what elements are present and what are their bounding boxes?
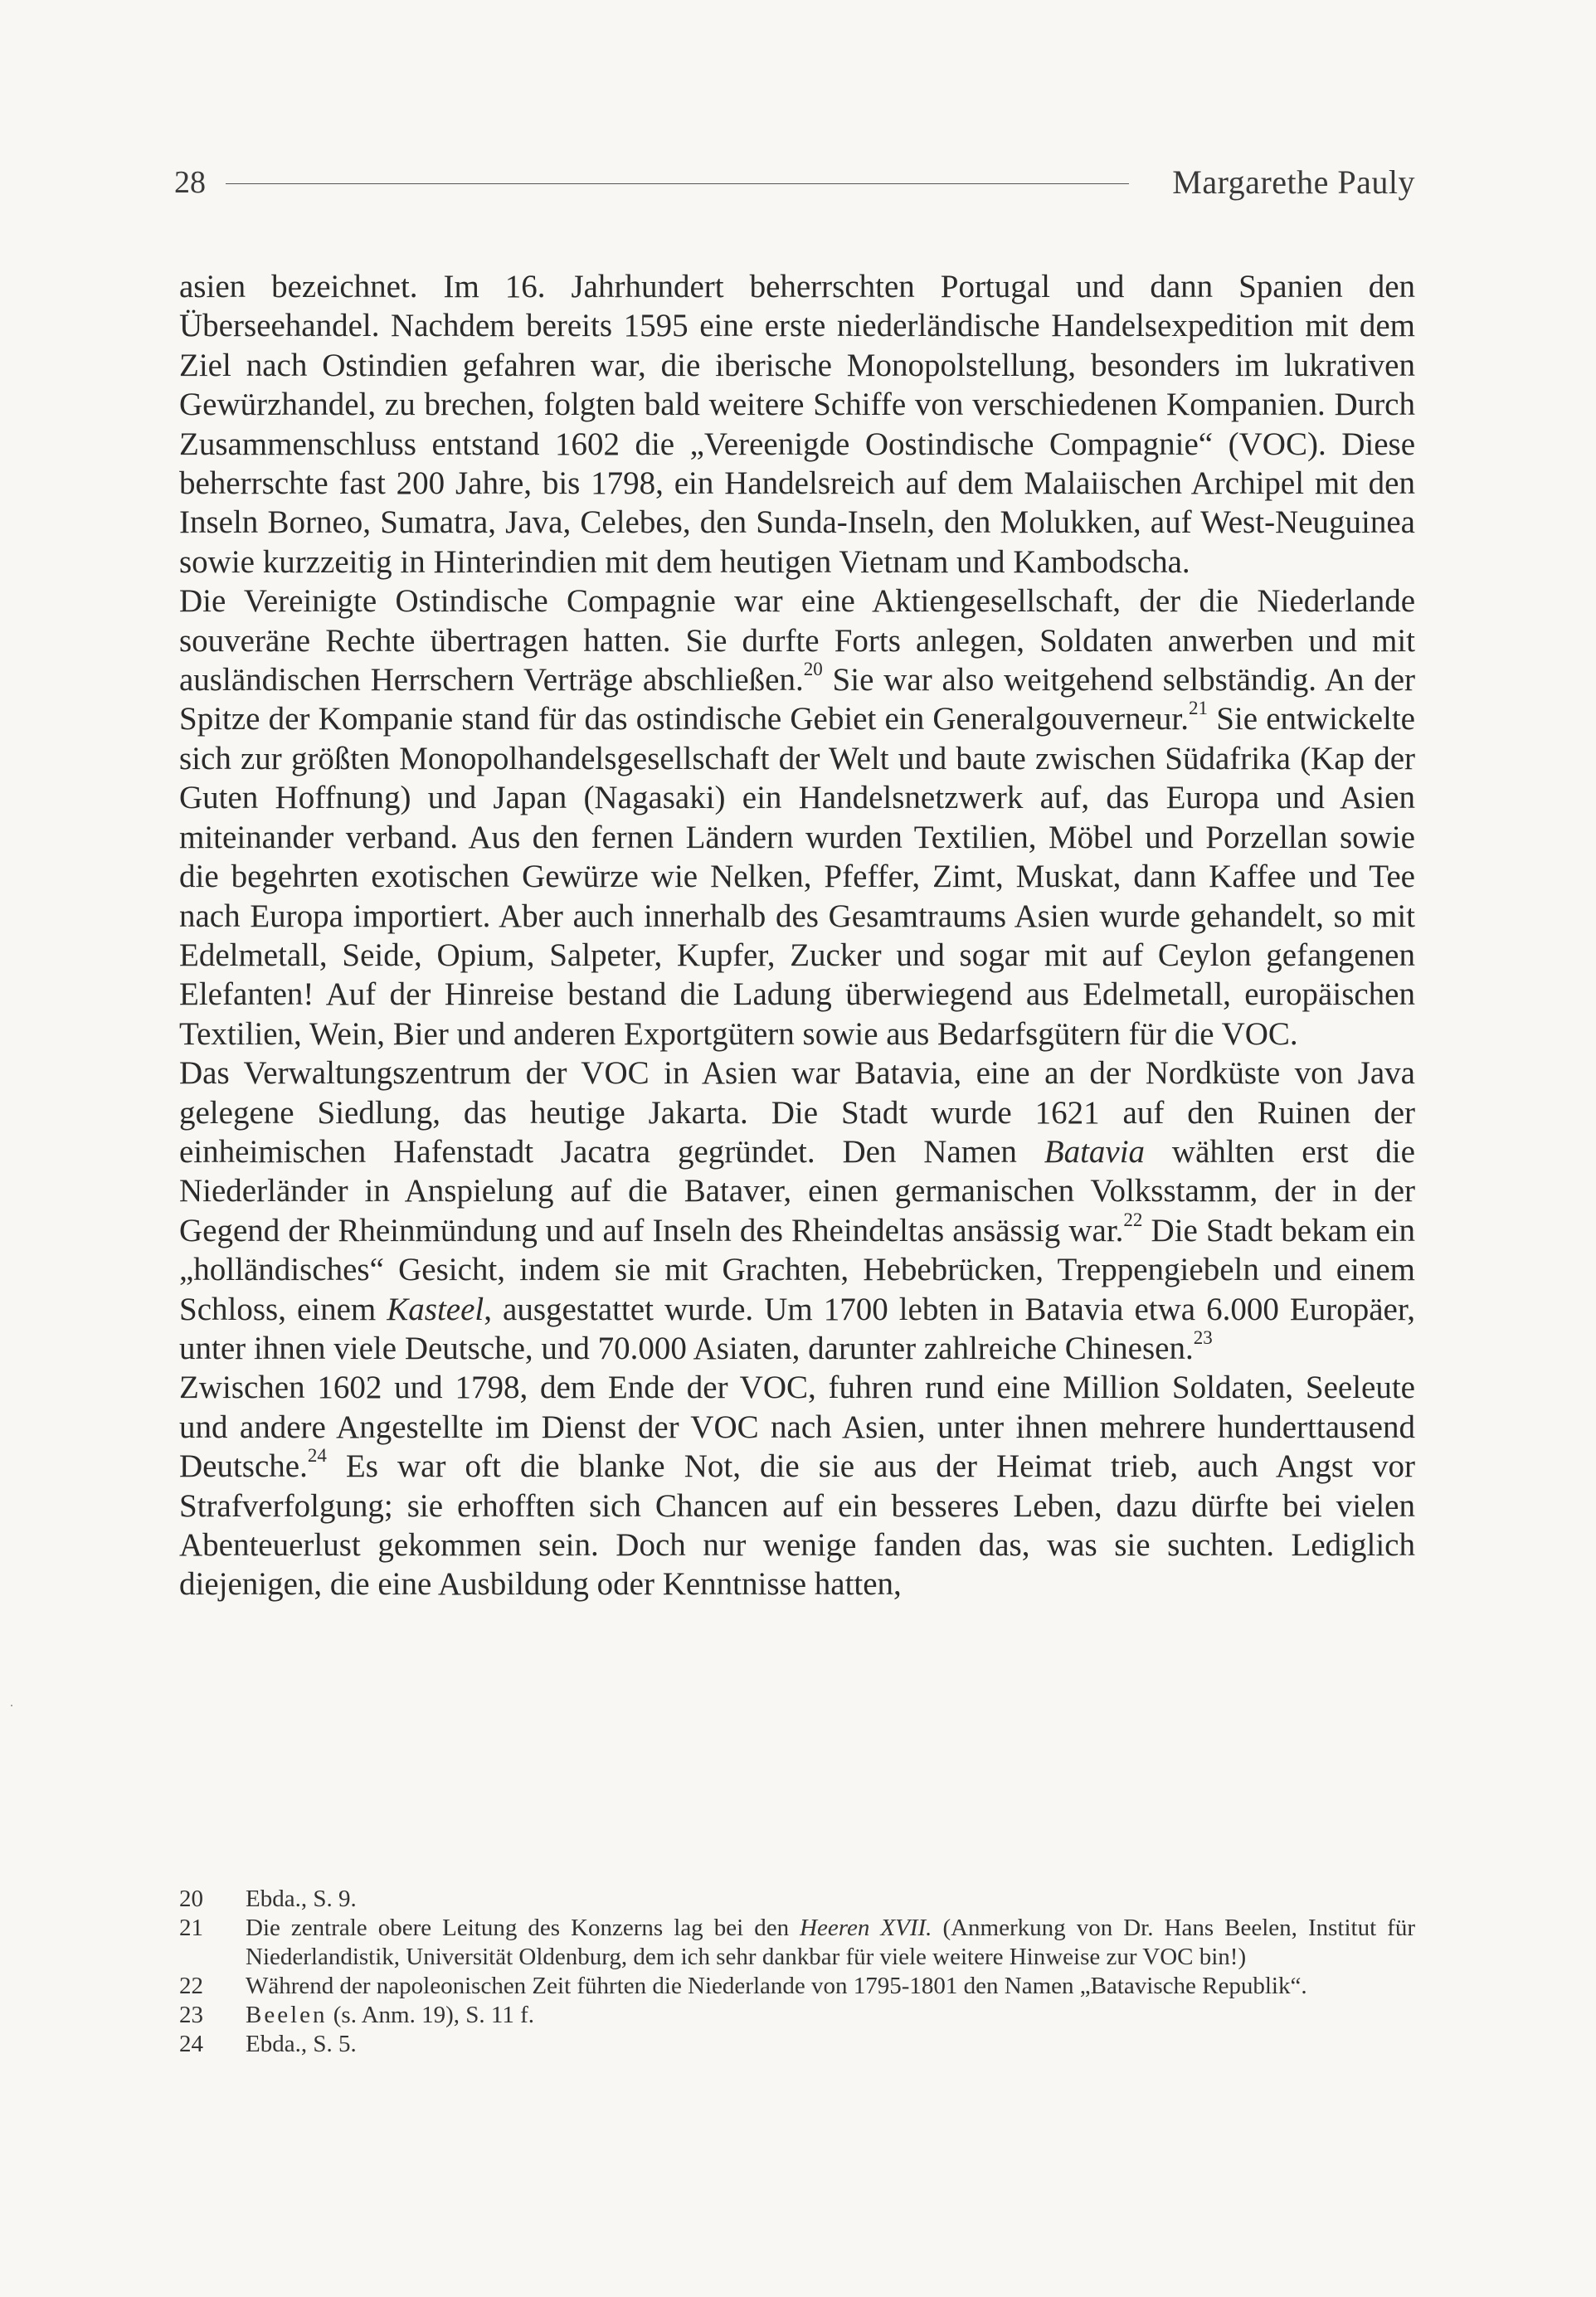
footnote-text: (Anmerkung von Dr. Hans Beelen, Institut für Niederlandistik, Universität Oldenburg, dem ich sehr dankbar für viele weitere Hinweise zur VOC bin!) (246, 1915, 1415, 1970)
footnote-number: 21 (179, 1915, 203, 1941)
italic-term: Heeren XVII. (800, 1915, 932, 1941)
footnote-text: Ebda., S. 9. (246, 1886, 357, 1912)
text-run: , ausgestattet wurde. Um 1700 lebten in Batavia etwa 6.000 Europäer, unter ihnen viele Deutsche, und 70.000 Asiaten, darunter zahlreiche Chinesen. (179, 1291, 1415, 1366)
text-run: Sie war also weitgehend selbständig. An der Spitze der Kompanie stand für das ostindische Gebiet ein Generalgouverneur. (179, 662, 1415, 737)
footnote-reference[interactable]: 23 (1193, 1326, 1213, 1348)
page-number: 28 (174, 165, 206, 200)
footnote (179, 2001, 1415, 2030)
main-text (179, 267, 1415, 1604)
footnote-text: (s. Anm. 19), S. 11 f. (327, 2002, 534, 2028)
header-rule (226, 183, 1129, 184)
footnote-reference[interactable]: 24 (307, 1445, 327, 1467)
author-name: Beelen (246, 2002, 328, 2028)
italic-term: Batavia (1044, 1133, 1146, 1170)
text-run: Die Stadt bekam ein „holländisches“ Gesicht, indem sie mit Grachten, Hebebrücken, Treppengiebeln und einem Schloss, einem (179, 1212, 1415, 1327)
text-run: Zwischen 1602 und 1798, dem Ende der VOC, fuhren rund eine Million Soldaten, Seeleute und andere Angestellte im Dienst der VOC nach Asien, unter ihnen mehrere hunderttausend Deutsche. (179, 1370, 1415, 1485)
footnote (179, 1914, 1415, 1972)
footnote-reference[interactable]: 21 (1189, 698, 1209, 719)
footnote-number: 22 (179, 1973, 203, 1999)
paragraph (179, 582, 1415, 1054)
text-run: Sie entwickelte sich zur größten Monopolhandelsgesellschaft der Welt und baute zwischen Südafrika (Kap der Guten Hoffnung) und Japan (Nagasaki) ein Handelsnetzwerk auf, das Europa und Asien miteinander verband. Aus den fernen Ländern wurden Textilien, Möbel und Porzellan sowie die begehrten exotischen Gewürze wie Nelken, Pfeffer, Zimt, Muskat, dann Kaffee und Tee nach Europa importiert. Aber auch innerhalb des Gesamtraums Asien wurde gehandelt, so mit Edelmetall, Seide, Opium, Salpeter, Kupfer, Zucker und sogar mit auf Ceylon gefangenen Elefanten! Auf der Hinreise bestand die Ladung überwiegend aus Edelmetall, europäischen Textilien, Wein, Bier und anderen Exportgütern sowie aus Bedarfsgütern für die VOC. (179, 701, 1415, 1052)
text-run: Die Vereinigte Ostindische Compagnie war eine Aktiengesellschaft, der die Niederlande souveräne Rechte übertragen hatten. Sie durfte Forts anlegen, Soldaten anwerben und mit ausländischen Herrschern Verträge abschließen. (179, 583, 1415, 698)
paragraph: asien bezeichnet. Im 16. Jahrhundert beherrschten Portugal und dann Spanien den Überseehandel. Nachdem bereits 1595 eine erste niederländische Handelsexpedition mit dem Ziel nach Ostindien gefahren war, die iberische Monopolstellung, besonders im lukrativen Gewürzhandel, zu brechen, folgten bald weitere Schiffe von verschiedenen Kompanien. Durch Zusammenschluss entstand 1602 die „Vereenigde Oostindische Compagnie“ (VOC). Diese beherrschte fast 200 Jahre, bis 1798, ein Handelsreich auf dem Malaiischen Archipel mit den Inseln Borneo, Sumatra, Java, Celebes, den Sunda-Inseln, den Molukken, auf West-Neuguinea sowie kurzzeitig in Hinterindien mit dem heutigen Vietnam und Kambodscha. (179, 269, 1415, 580)
footnote-text: Während der napoleonischen Zeit führten die Niederlande von 1795-1801 den Namen „Batavische Republik“. (246, 1973, 1307, 1999)
running-header-author: Margarethe Pauly (1172, 163, 1415, 201)
footnotes (179, 1885, 1415, 2059)
footnote-number: 23 (179, 2002, 203, 2028)
footnote-number: 24 (179, 2031, 203, 2057)
paragraph (179, 1054, 1415, 1368)
footnote-text: Ebda., S. 5. (246, 2031, 357, 2057)
footnote (179, 1885, 1415, 1914)
text-run: wählten erst die Niederländer in Anspielung auf die Bataver, einen germanischen Volksstamm, der in der Gegend der Rheinmündung und auf Inseln des Rheindeltas ansässig war. (179, 1133, 1415, 1248)
footnote (179, 2030, 1415, 2059)
paragraph (179, 1368, 1415, 1604)
running-header (174, 158, 1415, 207)
footnote (179, 1972, 1415, 2001)
footnote-number: 20 (179, 1886, 203, 1912)
text-run: Das Verwaltungszentrum der VOC in Asien war Batavia, eine an der Nordküste von Java gelegene Siedlung, das heutige Jakarta. Die Stadt wurde 1621 auf den Ruinen der einheimischen Hafenstadt Jacatra gegründet. Den Namen (179, 1055, 1415, 1170)
margin-speck (11, 1705, 12, 1706)
italic-term: Kasteel (387, 1291, 484, 1327)
footnote-reference[interactable]: 22 (1123, 1209, 1143, 1230)
text-run: Es war oft die blanke Not, die sie aus der Heimat trieb, auch Angst vor Strafverfolgung; sie erhofften sich Chancen auf ein besseres Leben, dazu dürfte bei vielen Abenteuerlust gekommen sein. Doch nur wenige fanden das, was sie suchten. Lediglich diejenigen, die eine Ausbildung oder Kenntnisse hatten, (179, 1448, 1415, 1603)
footnote-text: Die zentrale obere Leitung des Konzerns lag bei den (246, 1915, 800, 1941)
footnote-reference[interactable]: 20 (803, 659, 823, 680)
